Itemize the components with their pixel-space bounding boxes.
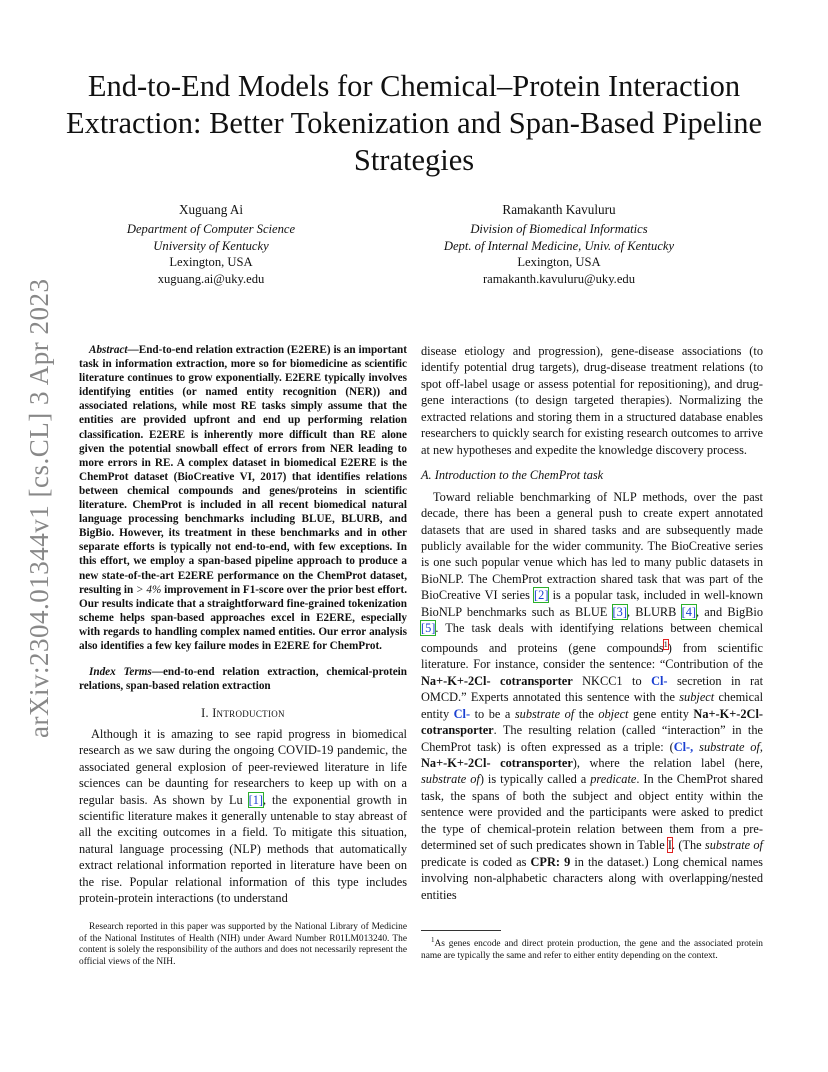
paragraph-text: , and BigBio: [696, 604, 764, 619]
relation-term: substrate of: [704, 838, 763, 853]
paragraph-text: . In the ChemProt shared task, the spans of both the subject and object entity within the sentence were provided and the participants were asked to predict the type of chemical-protein relation between them from a pre-determined set of such predicates shown in Table: [421, 772, 763, 853]
cpr-code: CPR: 9: [530, 854, 571, 869]
abstract-text-cont: improvement in F1-score over the prior best effort. Our results indicate that a straightforward fine-grained tokenization scheme helps span-based approaches excel in E2ERE, especially with regards to handling complex named entities. Our error analysis also identifies a few key failure modes in E2ERE for ChemProt.: [79, 583, 407, 652]
left-column: [79, 343, 407, 907]
right-column: [421, 343, 763, 903]
footnote-rule: [421, 930, 501, 931]
subsection-heading: A. Introduction to the ChemProt task: [421, 468, 604, 483]
footnote-link[interactable]: 1: [663, 639, 668, 649]
chemical-entity: Cl-: [673, 739, 691, 754]
chemprot-paragraph: [421, 489, 763, 903]
arxiv-side-label[interactable]: arXiv:2304.01344v1 [cs.CL] 3 Apr 2023: [24, 278, 54, 738]
author-name: Ramakanth Kavuluru: [502, 202, 616, 217]
index-terms: [79, 665, 407, 693]
paragraph-text: chemical entity: [421, 690, 763, 721]
paragraph-text: NKCC1 to: [572, 673, 652, 688]
index-terms-label: Index Terms: [89, 666, 152, 679]
author-email: ramakanth.kavuluru@uky.edu: [482, 272, 636, 287]
chemical-entity: Cl-: [453, 706, 471, 721]
paragraph-text: gene entity: [628, 706, 694, 721]
paragraph-text: Although it is amazing to see rapid progress in biomedical research as we saw during the ongoing COVID-19 pandemic, the associated general explosion of peer-reviewed literature in life sciences can be daunting for researchers to keep up with on a regular basis. As shown by Lu: [79, 726, 407, 807]
relation-term: substrate of: [699, 739, 760, 754]
paragraph-text: Toward reliable benchmarking of NLP methods, over the past decade, there has been a general push to create expert annotated datasets that are used in shared tasks and are subsequently made publicly available for the wider community. The BioCreative series is one such popular venue which has led to many public datasets in BioNLP. The ChemProt extraction shared task that was part of the BioCreative VI series: [421, 489, 763, 603]
author-affiliation: Dept. of Internal Medicine, Univ. of Kentucky: [443, 238, 675, 253]
gene-entity: Na+-K+-2Cl- cotransporter: [421, 706, 764, 738]
author-email: xuguang.ai@uky.edu: [157, 272, 265, 287]
citation-link[interactable]: [4]: [681, 604, 697, 619]
author-department: Division of Biomedical Informatics: [470, 221, 648, 236]
footnote-1-text: As genes encode and direct protein production, the gene and the associated protein name are typically the same and refer to either entity depending on the context.: [421, 939, 763, 961]
author-block-1: [96, 202, 326, 288]
footnote-mark: 1: [431, 936, 435, 944]
paragraph-text: to be a: [470, 706, 515, 721]
paragraph-text: ,: [759, 739, 763, 754]
paragraph-text: ), where the relation label (here,: [572, 755, 763, 770]
footnote-funding: [79, 918, 407, 968]
paper-title: End-to-End Models for Chemical–Protein Interaction Extraction: Better Tokenization and Span-Based Pipeline Strategies: [65, 69, 763, 177]
index-terms-text: —end-to-end relation extraction, chemical-protein relations, span-based relation extraction: [79, 666, 407, 693]
citation-link[interactable]: [1]: [248, 792, 263, 807]
author-department: Department of Computer Science: [126, 221, 296, 236]
paragraph-text: ) is typically called a: [479, 772, 591, 787]
object-term: object: [598, 706, 629, 721]
citation-link[interactable]: [2]: [534, 588, 549, 603]
section-title: Introduction: [212, 706, 285, 721]
table-link[interactable]: I: [667, 838, 673, 853]
paragraph-text: . (The: [672, 838, 705, 853]
paragraph-text: ) from scientific literature. For instance, consider the sentence: “Contribution of the: [421, 640, 763, 672]
paragraph-text: predicate is coded as: [421, 854, 531, 869]
chemical-entity: Cl-: [651, 673, 668, 688]
author-affiliation: University of Kentucky: [153, 238, 269, 253]
footnote-1: [421, 930, 763, 962]
subject-term: subject: [679, 690, 715, 705]
author-location: Lexington, USA: [169, 255, 253, 270]
paragraph-text: in the dataset.) Long chemical names involving non-alphabetic characters along with overlapping/nested entities: [421, 854, 763, 902]
paragraph-text: , BLURB: [626, 604, 682, 619]
relation-term: substrate of: [421, 772, 480, 787]
footnote-1-body: [421, 935, 763, 962]
relation-term: substrate of: [514, 706, 575, 721]
abstract-label: Abstract: [89, 344, 128, 356]
paragraph-text: secretion in rat OMCD.” Experts annotated this sentence with the: [421, 673, 763, 705]
paragraph-text: . The resulting relation (called “interaction” in the ChemProt task) is often expressed as a triple: (: [421, 723, 763, 754]
author-name: Xuguang Ai: [178, 202, 244, 217]
citation-link[interactable]: [3]: [612, 604, 627, 619]
section-numeral: I.: [201, 706, 213, 721]
intro-paragraph: [79, 726, 407, 907]
intro-paragraph-cont: disease etiology and progression), gene-disease associations (to identify potential drug targets), drug-disease treatment relations (to spot off-label usage or assess potential for repositioning), and drug-gene interactions (to design targeted therapies). Normalizing the extracted relations and storing them in a structured database enables researchers to quickly search for existing research outcomes to arrive at new hypotheses and expedite the knowledge discovery process.: [421, 344, 763, 457]
abstract-math: > 4%: [136, 583, 162, 596]
predicate-term: predicate: [590, 772, 637, 787]
author-block-2: [418, 202, 700, 288]
triple-comma: ,: [690, 739, 694, 754]
gene-entity: Na+-K+-2Cl- cotransporter: [421, 755, 573, 770]
abstract-text: —End-to-end relation extraction (E2ERE) is an important task in information extraction, more so for biomedicine as scientific literature continues to grow exponentially. E2ERE typically involves identifying entities (or named entity recognition (NER)) and associated relations, while most RE tasks simply assume that the entities are provided upfront and end up performing relation classification. E2ERE is inherently more difficult than RE alone given the potential snowball effect of errors from NER leading to more errors in RE. A complex dataset in biomedical E2ERE is the ChemProt dataset (BioCreative VI, 2017) that identifies relations between chemical compounds and genes/proteins in scientific literature. ChemProt is included in all recent biomedical natural language processing benchmarks including BLUE, BLURB, and BigBio. However, its treatment in these benchmarks and in other separate efforts is typically not end-to-end, with few exceptions. In this effort, we employ a span-based pipeline approach to produce a new state-of-the-art E2ERE performance on the ChemProt dataset, resulting in: [79, 344, 407, 596]
paragraph-text: , the exponential growth in scientific literature makes it generally untenable to stay abreast of all the exciting outcomes in a field. To mitigate this situation, natural language processing (NLP) methods that automatically extract relational information reported in literature have been on the rise. Popular relational information of this type includes protein-protein interactions (to understand: [79, 792, 407, 906]
abstract: [79, 343, 407, 653]
paragraph-text: the: [574, 706, 599, 721]
paragraph-text: . The task deals with identifying relations between chemical compounds and proteins (gene compounds: [421, 621, 763, 655]
gene-entity: Na+-K+-2Cl- cotransporter: [421, 673, 573, 688]
author-location: Lexington, USA: [517, 255, 601, 270]
section-heading-introduction: [79, 705, 407, 721]
footnote-funding-text: Research reported in this paper was supported by the National Library of Medicine of the National Institutes of Health (NIH) under Award Number R01LM013240. The content is solely the responsibility of the authors and does not necessarily represent the official views of the NIH.: [79, 922, 407, 967]
citation-link[interactable]: [5]: [421, 621, 436, 636]
paragraph-text: is a popular task, included in well-known BioNLP benchmarks such as BLUE: [421, 588, 763, 619]
